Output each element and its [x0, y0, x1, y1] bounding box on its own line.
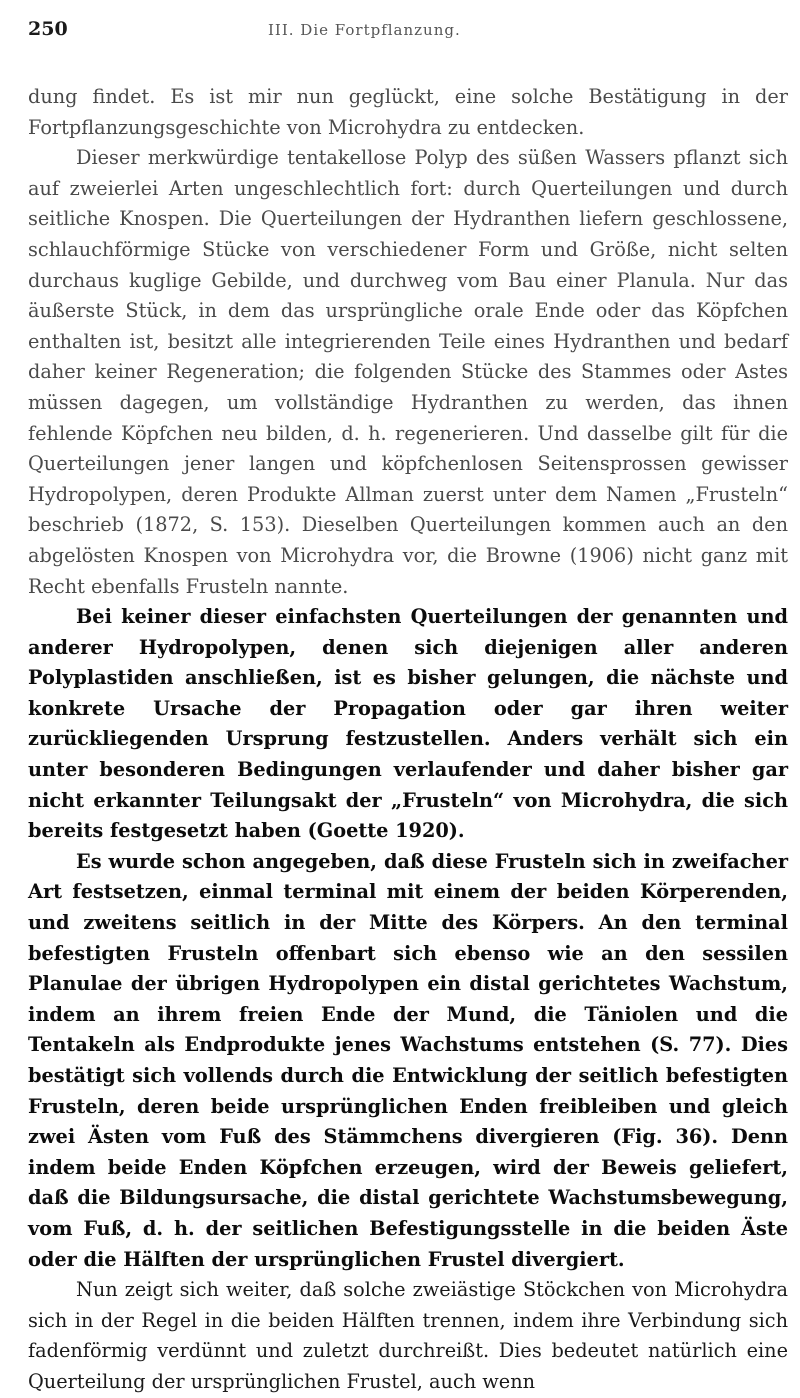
chapter-header-title: III. Die Fortpflanzung. [268, 21, 461, 39]
paragraph-3: Bei keiner dieser einfachsten Querteilungen der genannten und anderer Hydropolypen, denen sich diejenigen aller anderen Polyplastiden anschließen, ist es bisher gelungen, die nächste und konkrete Ursache der Propagation oder gar ihren weiter zurückliegenden Ursprung festzustellen. Anders verhält sich ein unter besonderen Bedingungen verlaufender und daher bisher gar nicht erkannter Teilungsakt der „Frusteln“ von Microhydra, die sich bereits festgesetzt haben (Goette 1920). [28, 605, 788, 843]
body-text [28, 82, 788, 1398]
paragraph-2: Dieser merkwürdige tentakellose Polyp des süßen Wassers pflanzt sich auf zweierlei Arten ungeschlechtlich fort: durch Querteilungen und durch seitliche Knospen. Die Querteilungen der Hydranthen liefern geschlossene, schlauchförmige Stücke von verschiedener Form und Größe, nicht selten durchaus kuglige Gebilde, und durchweg vom Bau einer Planula. Nur das äußerste Stück, in dem das ursprüngliche orale Ende oder das Köpfchen enthalten ist, besitzt alle integrierenden Teile eines Hydranthen und bedarf daher keiner Regeneration; die folgenden Stücke des Stammes oder Astes müssen dagegen, um vollständige Hydranthen zu werden, das ihnen fehlende Köpfchen neu bilden, d. h. regenerieren. Und dasselbe gilt für die Querteilungen jener langen und köpfchenlosen Seitensprossen gewisser Hydropolypen, deren Produkte Allman zuerst unter dem Namen „Frusteln“ beschrieb (1872, S. 153). Dieselben Querteilungen kommen auch an den abgelösten Knospen von Microhydra vor, die Browne (1906) nicht ganz mit Recht ebenfalls Frusteln nannte. [28, 146, 788, 598]
paragraph-1: dung findet. Es ist mir nun geglückt, eine solche Bestätigung in der Fortpflanzungsgeschichte von Microhydra zu entdecken. [28, 85, 788, 139]
running-head [28, 18, 788, 62]
paragraph-5: Nun zeigt sich weiter, daß solche zweiästige Stöckchen von Microhydra sich in der Regel in die beiden Hälften trennen, indem ihre Verbindung sich fadenförmig verdünnt und zuletzt durchreißt. Dies bedeutet natürlich eine Querteilung der ursprünglichen Frustel, auch wenn [28, 1278, 788, 1393]
paragraph-4: Es wurde schon angegeben, daß diese Frusteln sich in zweifacher Art festsetzen, einmal terminal mit einem der beiden Körperenden, und zweitens seitlich in der Mitte des Körpers. An den terminal befestigten Frusteln offenbart sich ebenso wie an den sessilen Planulae der übrigen Hydropolypen ein distal gerichtetes Wachstum, indem an ihrem freien Ende der Mund, die Täniolen und die Tentakeln als Endprodukte jenes Wachstums entstehen (S. 77). Dies bestätigt sich vollends durch die Entwicklung der seitlich befestigten Frusteln, deren beide ursprünglichen Enden freibleiben und gleich zwei Ästen vom Fuß des Stämmchens divergieren (Fig. 36). Denn indem beide Enden Köpfchen erzeugen, wird der Beweis geliefert, daß die Bildungsursache, die distal gerichtete Wachstumsbewegung, vom Fuß, d. h. der seitlichen Befestigungsstelle in die beiden Äste oder die Hälften der ursprünglichen Frustel divergiert. [28, 849, 788, 1271]
page-number: 250 [28, 18, 68, 40]
book-page [28, 18, 788, 1398]
